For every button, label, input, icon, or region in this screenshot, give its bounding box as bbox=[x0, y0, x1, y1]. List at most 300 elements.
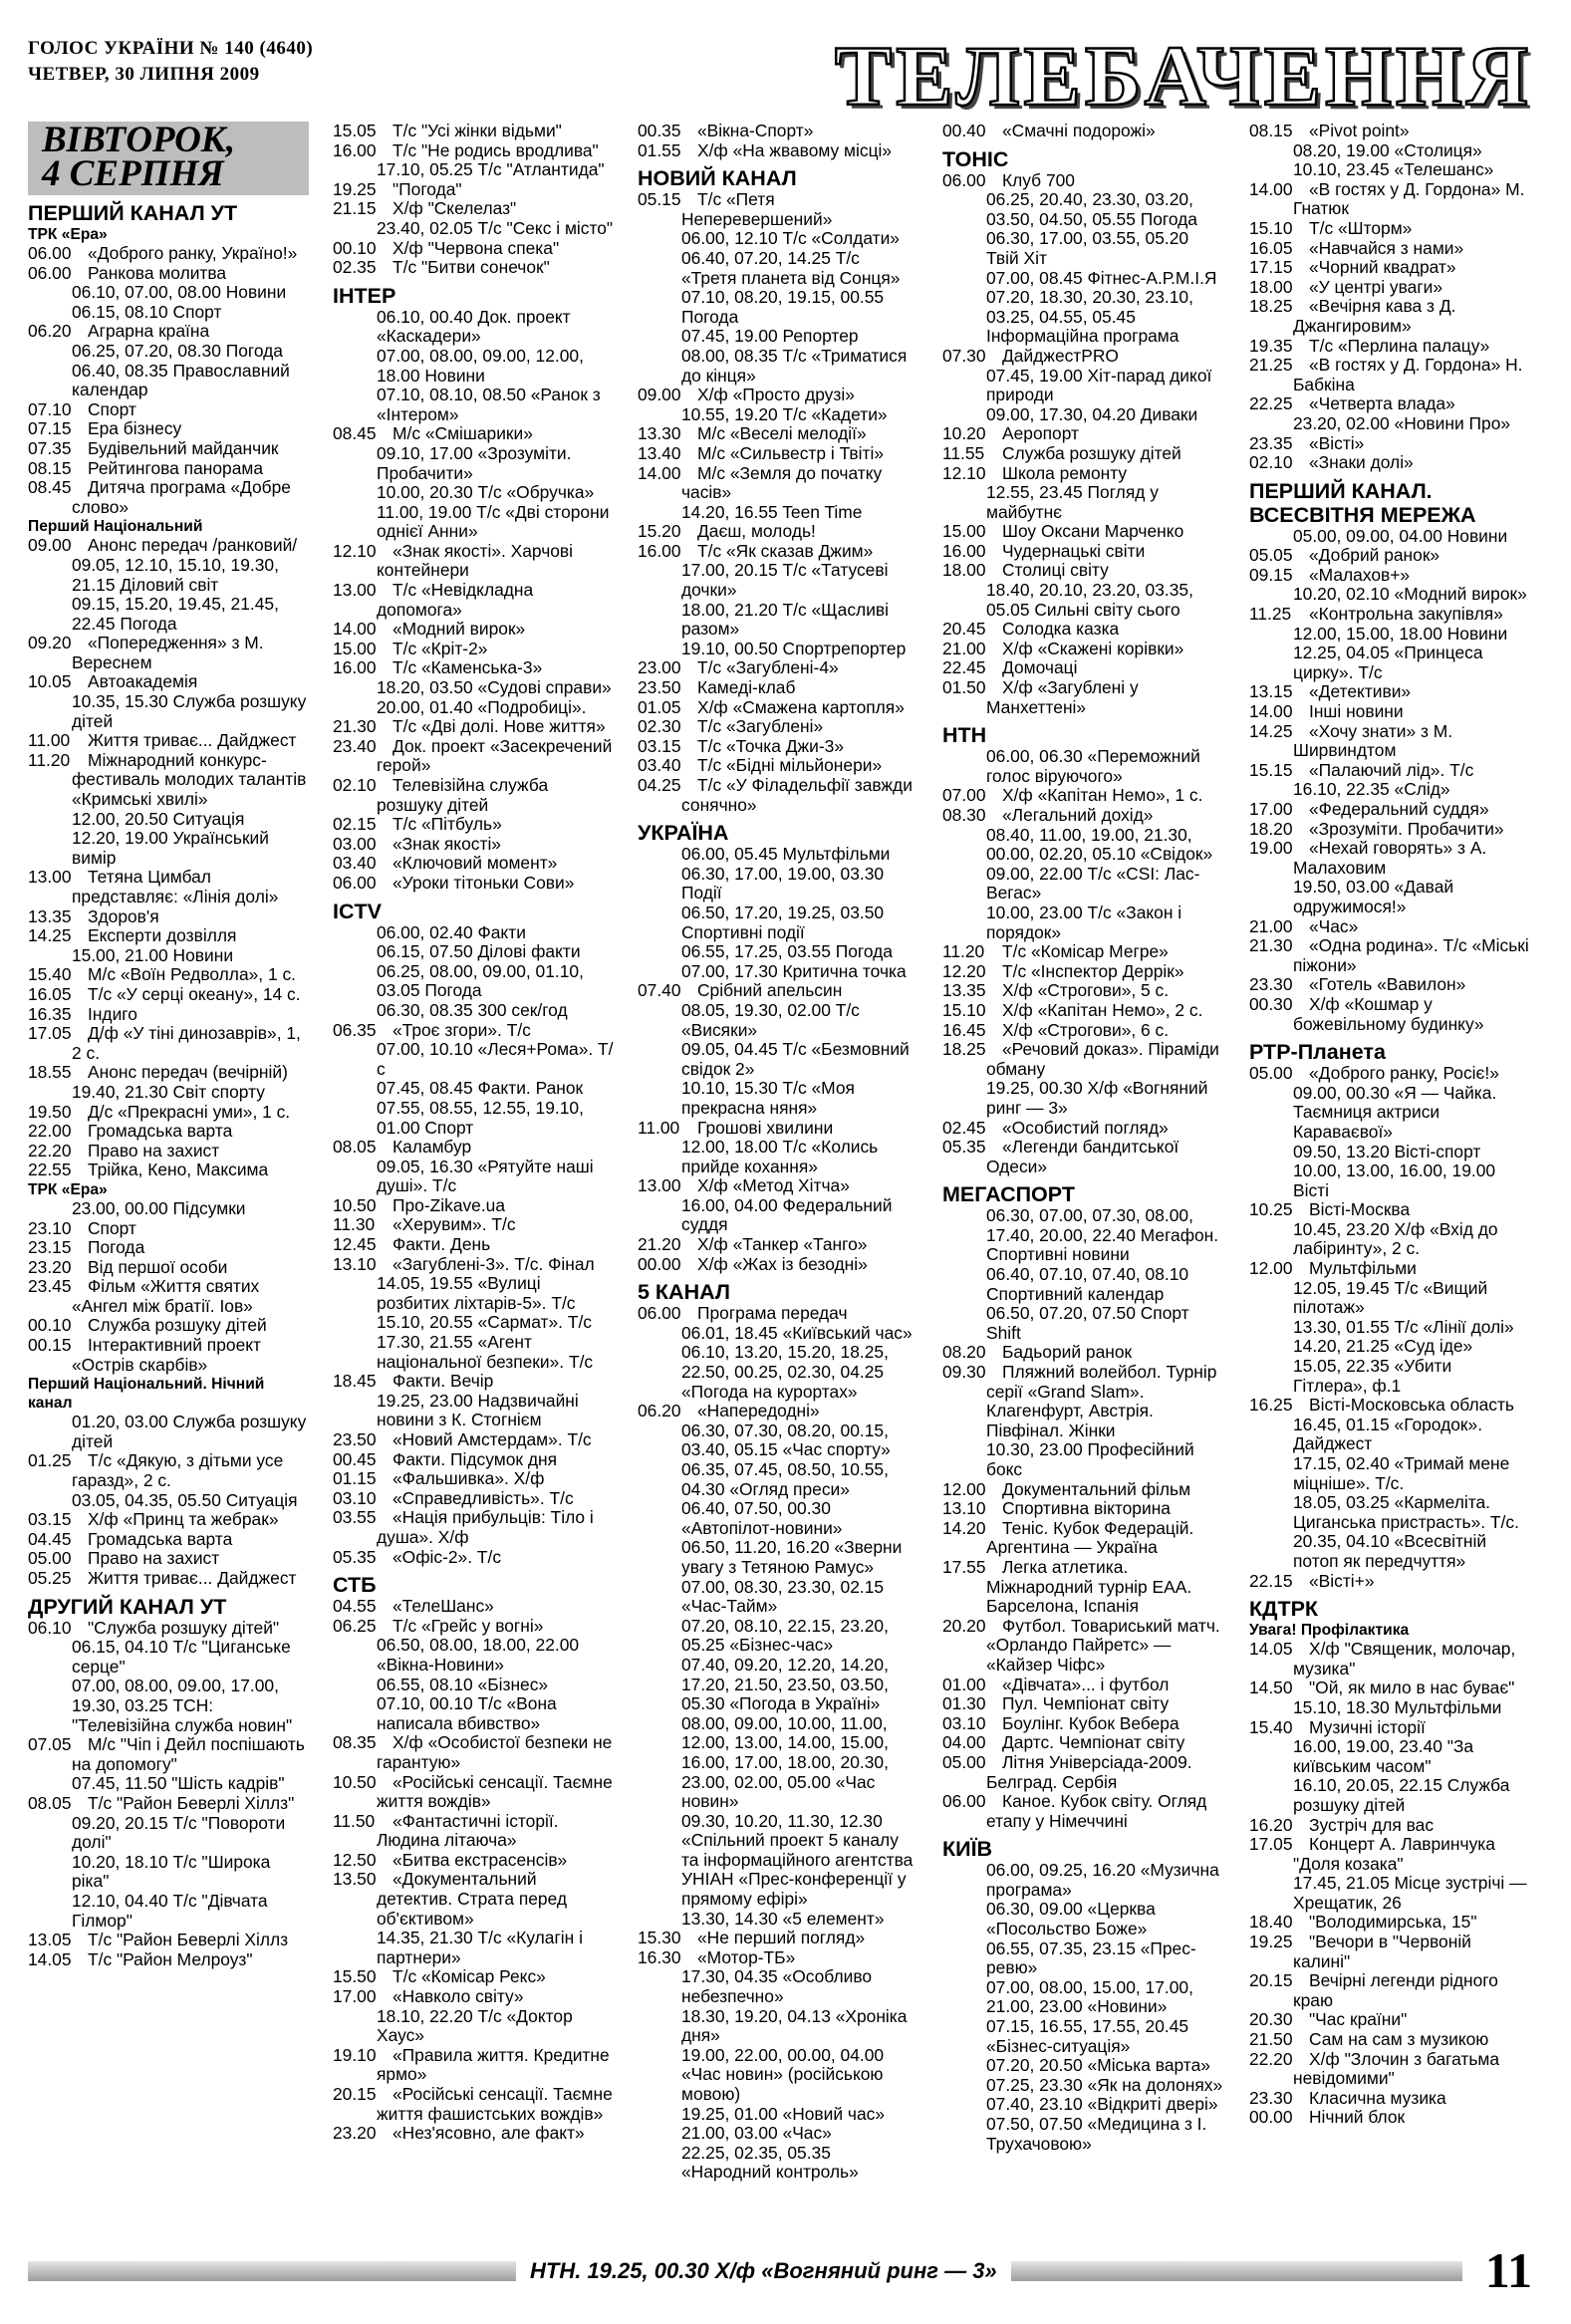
program-title: «Загублені-3». Т/с. Фінал bbox=[393, 1253, 595, 1274]
program-time: 08.05 bbox=[28, 1792, 72, 1813]
program-item bbox=[638, 1235, 918, 1255]
program-title: Х/ф «Строгови», 6 с. bbox=[1002, 1019, 1170, 1040]
program-time: 11.20 bbox=[28, 749, 71, 770]
channel-subheading: ТРК «Ера» bbox=[28, 226, 108, 243]
program-item bbox=[942, 2056, 1223, 2076]
program-title: «Знаки долі» bbox=[1309, 452, 1414, 473]
program-title: Т/с "Не родись вродлива" bbox=[393, 139, 599, 160]
program-time: 22.45 bbox=[942, 657, 986, 678]
program-title: «Хочу знати» з М. Ширвиндтом bbox=[1293, 720, 1453, 761]
program-title: Факти. Вечір bbox=[393, 1371, 494, 1392]
column-4 bbox=[942, 122, 1223, 2154]
program-line: 09.00, 22.00 Т/с «CSI: Лас-Вегас» bbox=[986, 863, 1200, 904]
column-5 bbox=[1249, 122, 1530, 2128]
program-line: 12.10, 04.40 Т/с "Дівчата Гілмор" bbox=[72, 1890, 268, 1931]
program-title: "Володимирська, 15" bbox=[1309, 1912, 1477, 1933]
program-time: 06.20 bbox=[638, 1401, 681, 1421]
program-item bbox=[942, 640, 1223, 659]
program-time: 23.00 bbox=[638, 657, 681, 678]
program-item bbox=[1249, 566, 1530, 586]
program-line: 19.50, 03.00 «Давай одружимося!» bbox=[1293, 877, 1454, 916]
program-line: 16.00, 19.00, 23.40 "За київським часом" bbox=[1293, 1736, 1474, 1776]
program-title: Дитяча програма «Добре слово» bbox=[72, 477, 291, 517]
program-item bbox=[1249, 1678, 1530, 1698]
program-line: 07.40, 23.10 «Відкриті двері» bbox=[986, 2094, 1218, 2115]
program-item bbox=[333, 1489, 614, 1509]
program-title: «Доброго ранку, Україно!» bbox=[88, 243, 298, 263]
program-line: 07.45, 19.00 Репортер bbox=[681, 326, 859, 347]
program-title: Х/ф «Жах із безодні» bbox=[697, 1253, 868, 1274]
program-time: 03.10 bbox=[942, 1712, 986, 1733]
program-line: 08.40, 11.00, 19.00, 21.30, 00.00, 02.20, 05.10 «Свідок» bbox=[986, 824, 1213, 865]
channel-name: ПЕРШИЙ КАНАЛ УТ bbox=[28, 201, 238, 225]
program-time: 11.50 bbox=[333, 1810, 376, 1831]
program-item bbox=[28, 810, 309, 830]
program-time: 04.55 bbox=[333, 1596, 377, 1617]
program-line: 19.40, 21.30 Світ спорту bbox=[72, 1081, 265, 1102]
program-time: 17.00 bbox=[1249, 799, 1293, 819]
program-item bbox=[942, 1040, 1223, 1079]
program-item bbox=[28, 907, 309, 927]
program-title: Факти. Підсумок дня bbox=[393, 1448, 557, 1469]
program-item bbox=[942, 405, 1223, 425]
program-item bbox=[1249, 1162, 1530, 1200]
program-time: 17.15 bbox=[1249, 257, 1293, 278]
program-time: 13.10 bbox=[942, 1498, 986, 1519]
program-item bbox=[942, 620, 1223, 640]
program-item bbox=[28, 1774, 309, 1794]
program-item bbox=[638, 1499, 918, 1538]
program-item bbox=[28, 751, 309, 810]
program-item bbox=[638, 1421, 918, 1460]
program-item bbox=[1249, 1454, 1530, 1493]
program-item bbox=[333, 1450, 614, 1470]
program-time: 16.05 bbox=[1249, 237, 1293, 258]
program-title: «Правила життя. Кредитне ярмо» bbox=[377, 2044, 610, 2085]
program-title: «Четверта влада» bbox=[1309, 393, 1455, 414]
program-item bbox=[28, 1510, 309, 1530]
program-item bbox=[942, 2017, 1223, 2056]
program-line: 06.15, 07.50 Ділові факти bbox=[377, 941, 581, 962]
program-time: 07.00 bbox=[942, 785, 986, 806]
program-title: «Дівчата»... і футбол bbox=[1002, 1674, 1170, 1694]
program-time: 21.25 bbox=[1249, 355, 1293, 376]
program-item bbox=[1249, 414, 1530, 434]
program-title: Чудернацькі світи bbox=[1002, 540, 1146, 561]
program-item bbox=[333, 2046, 614, 2085]
program-title: Тетяна Цимбал представляє: «Лінія долі» bbox=[72, 867, 279, 906]
program-item bbox=[28, 946, 309, 966]
program-title: Теніс. Кубок Федерацій. Аргентина — Україна bbox=[986, 1517, 1194, 1558]
program-time: 02.15 bbox=[333, 814, 377, 835]
program-item bbox=[28, 1122, 309, 1142]
program-item bbox=[28, 342, 309, 362]
program-item bbox=[1249, 527, 1530, 547]
program-time: 00.00 bbox=[1249, 2107, 1293, 2128]
program-title: «Троє згори». Т/с bbox=[393, 1019, 531, 1040]
program-item bbox=[638, 190, 918, 229]
program-title: Аграрна країна bbox=[88, 321, 210, 342]
program-line: 06.25, 07.20, 08.30 Погода bbox=[72, 340, 283, 361]
program-title: Здоров'я bbox=[88, 905, 159, 926]
program-time: 14.05 bbox=[1249, 1639, 1293, 1660]
program-time: 08.15 bbox=[1249, 121, 1293, 140]
program-title: Служба розшуку дітей bbox=[1002, 442, 1181, 463]
program-item bbox=[942, 464, 1223, 484]
program-item bbox=[28, 1931, 309, 1950]
program-item bbox=[333, 1430, 614, 1450]
program-item bbox=[28, 1083, 309, 1103]
program-item bbox=[28, 1892, 309, 1931]
program-item bbox=[942, 288, 1223, 347]
program-title: Нічний блок bbox=[1309, 2107, 1406, 2128]
program-title: Т/с «Кріт-2» bbox=[393, 638, 488, 658]
program-title: Х/ф «Строгови», 5 с. bbox=[1002, 980, 1170, 1001]
program-title: Право на захист bbox=[88, 1140, 220, 1161]
program-time: 17.00 bbox=[333, 1986, 377, 2007]
program-time: 13.30 bbox=[638, 423, 681, 444]
program-time: 23.15 bbox=[28, 1237, 72, 1258]
program-item bbox=[942, 1617, 1223, 1676]
program-item bbox=[1249, 2089, 1530, 2109]
program-item bbox=[1249, 1776, 1530, 1815]
program-title: «Напередодні» bbox=[697, 1401, 820, 1421]
program-time: 06.00 bbox=[638, 1303, 681, 1324]
program-title: Х/ф «Смажена картопля» bbox=[697, 696, 905, 717]
program-time: 01.15 bbox=[333, 1468, 377, 1489]
program-title: Т/с «Грейс у вогні» bbox=[393, 1615, 544, 1636]
program-line: 09.15, 15.20, 19.45, 21.45, 22.45 Погода bbox=[72, 594, 279, 634]
program-title: Д/ф «У тіні динозаврів», 1, 2 с. bbox=[72, 1023, 301, 1063]
program-line: 19.25, 00.30 Х/ф «Вогняний ринг — 3» bbox=[986, 1078, 1208, 1118]
program-item bbox=[1249, 682, 1530, 702]
program-line: 06.55, 17.25, 03.55 Погода bbox=[681, 941, 893, 962]
program-title: Анонс передач (вечірній) bbox=[88, 1062, 288, 1083]
program-time: 23.20 bbox=[333, 2123, 377, 2144]
program-item bbox=[28, 322, 309, 342]
program-time: 00.40 bbox=[942, 121, 986, 140]
program-title: «Документальний детектив. Страта перед об'єктивом» bbox=[377, 1869, 568, 1929]
program-time: 21.00 bbox=[942, 638, 986, 658]
program-item bbox=[333, 1617, 614, 1637]
program-time: 15.00 bbox=[333, 638, 377, 658]
program-item bbox=[28, 1005, 309, 1025]
program-time: 19.35 bbox=[1249, 335, 1293, 356]
program-time: 20.45 bbox=[942, 619, 986, 640]
program-time: 01.55 bbox=[638, 139, 681, 160]
program-line: 16.00, 04.00 Федеральний суддя bbox=[681, 1194, 893, 1235]
program-item bbox=[638, 1910, 918, 1930]
program-item bbox=[1249, 1640, 1530, 1678]
program-time: 15.30 bbox=[638, 1928, 681, 1948]
issue-date: ЧЕТВЕР, 30 ЛИПНЯ 2009 bbox=[28, 64, 260, 85]
program-title: «Фантастичні історії. Людина літаючa» bbox=[377, 1810, 559, 1851]
program-line: 06.00, 06.30 «Переможний голос віруючого» bbox=[986, 746, 1200, 786]
program-item bbox=[28, 1619, 309, 1639]
program-item bbox=[333, 640, 614, 659]
column-4-items bbox=[942, 122, 1223, 2154]
masthead-issue bbox=[28, 36, 313, 88]
program-item bbox=[942, 581, 1223, 620]
program-item bbox=[1249, 722, 1530, 761]
program-time: 02.30 bbox=[638, 716, 681, 737]
program-item bbox=[1249, 820, 1530, 840]
program-item bbox=[28, 595, 309, 634]
program-line: 14.35, 21.30 Т/с «Кулагін і партнери» bbox=[377, 1928, 583, 1967]
program-item bbox=[638, 737, 918, 757]
program-time: 11.55 bbox=[942, 442, 985, 463]
program-time: 23.35 bbox=[1249, 432, 1293, 453]
program-line: 09.50, 13.20 Вісті-спорт bbox=[1293, 1141, 1481, 1162]
program-line: 10.00, 13.00, 16.00, 19.00 Вісті bbox=[1293, 1161, 1496, 1200]
program-time: 15.50 bbox=[333, 1966, 377, 1987]
program-item bbox=[1249, 2050, 1530, 2089]
program-time: 03.40 bbox=[333, 853, 377, 874]
program-time: 01.00 bbox=[942, 1674, 986, 1694]
program-title: «Російські сенсації. Таємне життя вождів» bbox=[377, 1771, 613, 1812]
program-item bbox=[333, 2007, 614, 2046]
program-item bbox=[333, 1040, 614, 1079]
program-line: 09.30, 10.20, 11.30, 12.30 «Спільний проект 5 каналу та інформаційного агентства УНІАН «Прес-конференції у прямому ефірі» bbox=[681, 1810, 914, 1910]
program-line: 15.00, 21.00 Новини bbox=[72, 944, 234, 965]
program-time: 15.10 bbox=[1249, 217, 1293, 238]
column-1-items bbox=[28, 201, 309, 1969]
program-time: 04.25 bbox=[638, 775, 681, 795]
program-time: 14.00 bbox=[1249, 178, 1293, 199]
program-line: 07.20, 18.30, 20.30, 23.10, 03.25, 04.55, 05.45 Інформаційна програма bbox=[986, 287, 1193, 347]
program-item bbox=[333, 1694, 614, 1733]
program-time: 10.50 bbox=[333, 1194, 377, 1215]
program-line: 14.20, 16.55 Teen Time bbox=[681, 501, 863, 522]
program-time: 07.30 bbox=[942, 345, 986, 366]
program-item bbox=[942, 1499, 1223, 1519]
program-item bbox=[333, 1733, 614, 1772]
program-time: 12.50 bbox=[333, 1849, 377, 1870]
program-item bbox=[942, 1558, 1223, 1617]
program-title: Т/с "Район Беверлі Хіллз" bbox=[88, 1792, 295, 1813]
program-item bbox=[638, 942, 918, 962]
program-item bbox=[942, 1519, 1223, 1558]
program-time: 01.30 bbox=[942, 1693, 986, 1714]
program-item bbox=[1249, 2108, 1530, 2128]
program-title: «Чорний квадрат» bbox=[1309, 257, 1456, 278]
program-item bbox=[28, 303, 309, 323]
program-time: 15.00 bbox=[942, 521, 986, 542]
program-time: 09.15 bbox=[1249, 564, 1293, 585]
program-item bbox=[638, 678, 918, 698]
program-title: Т/с «Петя Неперевершений» bbox=[681, 189, 833, 229]
program-line: 17.30, 21.55 «Агент національної безпеки». Т/с bbox=[377, 1332, 594, 1372]
program-item bbox=[942, 747, 1223, 786]
program-item bbox=[333, 1987, 614, 2007]
program-item bbox=[638, 2007, 918, 2046]
program-item bbox=[638, 865, 918, 904]
program-item bbox=[638, 1001, 918, 1040]
program-item bbox=[638, 522, 918, 542]
program-title: Автоакадемія bbox=[88, 671, 198, 692]
program-line: 05.00, 09.00, 04.00 Новини bbox=[1293, 525, 1508, 546]
program-line: 06.10, 00.40 Док. проект «Каскадери» bbox=[377, 306, 571, 347]
program-time: 21.15 bbox=[333, 198, 377, 219]
program-time: 11.20 bbox=[942, 941, 985, 962]
program-item bbox=[333, 424, 614, 444]
program-item bbox=[28, 1063, 309, 1083]
program-item bbox=[638, 1255, 918, 1275]
program-item bbox=[333, 815, 614, 835]
program-item bbox=[28, 1735, 309, 1774]
program-time: 12.00 bbox=[942, 1478, 986, 1499]
program-title: Каламбур bbox=[393, 1137, 472, 1158]
program-time: 21.20 bbox=[638, 1234, 681, 1255]
program-title: Спорт bbox=[88, 1217, 136, 1238]
program-line: 22.25, 02.35, 05.35 «Народний контроль» bbox=[681, 2142, 859, 2183]
program-title: Міжнародний конкурс-фестиваль молодих талантів «Кримські хвилі» bbox=[72, 749, 307, 810]
program-time: 14.00 bbox=[333, 619, 377, 640]
program-title: Т/с «Як сказав Джим» bbox=[697, 540, 874, 561]
program-time: 12.00 bbox=[1249, 1258, 1293, 1279]
program-item bbox=[942, 826, 1223, 865]
program-item bbox=[942, 367, 1223, 405]
program-line: 07.00, 10.10 «Леся+Рома». Т/с bbox=[377, 1039, 614, 1079]
program-title: Експерти дозвілля bbox=[88, 925, 237, 946]
program-item bbox=[942, 1001, 1223, 1021]
program-item bbox=[942, 1206, 1223, 1265]
program-title: Х/ф «Капітан Немо», 2 с. bbox=[1002, 999, 1203, 1020]
program-time: 08.45 bbox=[333, 423, 377, 444]
program-item bbox=[333, 2085, 614, 2124]
program-item bbox=[333, 1235, 614, 1255]
program-line: 10.20, 02.10 «Модний вирок» bbox=[1293, 584, 1527, 605]
program-time: 17.55 bbox=[942, 1556, 986, 1577]
program-item bbox=[638, 424, 918, 444]
program-time: 08.05 bbox=[333, 1137, 377, 1158]
channel-name: ДРУГИЙ КАНАЛ УТ bbox=[28, 1594, 227, 1619]
program-item bbox=[942, 1343, 1223, 1363]
program-item bbox=[942, 1480, 1223, 1500]
program-title: Грошові хвилини bbox=[697, 1117, 834, 1138]
program-title: «Зрозуміти. Пробачити» bbox=[1309, 818, 1504, 839]
program-time: 10.25 bbox=[1249, 1199, 1293, 1220]
channel-name: КИЇВ bbox=[942, 1837, 993, 1862]
program-time: 02.10 bbox=[1249, 452, 1293, 473]
program-line: 12.25, 04.05 «Принцеса цирку». Т/с bbox=[1293, 643, 1483, 682]
program-item bbox=[942, 1079, 1223, 1118]
program-time: 18.20 bbox=[1249, 818, 1293, 839]
program-time: 13.35 bbox=[28, 905, 72, 926]
program-title: Х/ф «Кошмар у божевільному будинку» bbox=[1293, 993, 1484, 1034]
program-item bbox=[942, 1714, 1223, 1734]
program-time: 11.25 bbox=[1249, 604, 1292, 625]
program-time: 14.00 bbox=[638, 462, 681, 483]
program-title: «Нез'ясовно, але факт» bbox=[393, 2123, 585, 2144]
program-item bbox=[638, 1967, 918, 2006]
program-title: «Смачні подорожі» bbox=[1002, 121, 1156, 140]
program-item bbox=[1249, 219, 1530, 239]
program-item bbox=[1249, 1835, 1530, 1874]
program-item bbox=[1249, 1318, 1530, 1338]
program-time: 22.55 bbox=[28, 1160, 72, 1180]
program-line: 06.25, 08.00, 09.00, 01.10, 03.05 Погода bbox=[377, 960, 584, 1001]
program-item bbox=[638, 1343, 918, 1402]
program-item bbox=[333, 122, 614, 141]
program-item bbox=[942, 444, 1223, 464]
program-title: Сам на сам з музикою bbox=[1309, 2029, 1489, 2050]
program-item bbox=[942, 1792, 1223, 1831]
program-title: Т/с «Перлина палацу» bbox=[1309, 335, 1490, 356]
program-time: 12.10 bbox=[942, 462, 986, 483]
program-title: Літня Універсіада-2009. Белград. Сербія bbox=[986, 1751, 1192, 1792]
program-line: 15.10, 18.30 Мультфільми bbox=[1293, 1696, 1502, 1717]
program-time: 02.45 bbox=[942, 1117, 986, 1138]
program-title: Зустріч для вас bbox=[1309, 1814, 1435, 1835]
program-time: 00.15 bbox=[28, 1335, 72, 1356]
program-item bbox=[638, 776, 918, 815]
program-line: 12.00, 15.00, 18.00 Новини bbox=[1293, 623, 1508, 644]
program-line: 06.55, 07.35, 23.15 «Прес-ревю» bbox=[986, 1937, 1196, 1978]
channel-name: ТОНІС bbox=[942, 146, 1009, 171]
program-item bbox=[1249, 1718, 1530, 1738]
program-title: «Нація прибульців: Тіло і душа». Х/ф bbox=[377, 1507, 594, 1547]
program-item bbox=[638, 386, 918, 405]
program-time: 21.30 bbox=[1249, 935, 1293, 956]
program-time: 06.10 bbox=[28, 1617, 72, 1638]
program-item bbox=[28, 536, 309, 556]
program-item bbox=[638, 1079, 918, 1118]
program-title: Т/с «Пітбуль» bbox=[393, 814, 502, 835]
program-item bbox=[333, 1676, 614, 1695]
channel-name: КДТРК bbox=[1249, 1597, 1319, 1622]
program-line: 06.01, 18.45 «Київський час» bbox=[681, 1322, 913, 1343]
program-item bbox=[333, 658, 614, 678]
program-item bbox=[942, 483, 1223, 522]
channel-name: МЕГАСПОРТ bbox=[942, 1182, 1075, 1207]
program-title: «Вісті» bbox=[1309, 432, 1365, 453]
program-item bbox=[333, 347, 614, 386]
program-item bbox=[333, 835, 614, 855]
program-time: 12.10 bbox=[333, 540, 377, 561]
program-time: 13.10 bbox=[333, 1253, 377, 1274]
program-title: Т/с «Бідні мільйонери» bbox=[697, 755, 883, 776]
program-item bbox=[333, 581, 614, 620]
channel-name: ПЕРШИЙ КАНАЛ. ВСЕСВІТНЯ МЕРЕЖА bbox=[1249, 478, 1476, 527]
program-title: М/с «Смішарики» bbox=[393, 423, 533, 444]
program-title: Х/ф «Просто друзі» bbox=[697, 385, 855, 405]
program-item bbox=[942, 806, 1223, 826]
program-item bbox=[638, 1929, 918, 1948]
program-title: «Легенди бандитської Одеси» bbox=[986, 1137, 1179, 1176]
program-time: 15.05 bbox=[333, 121, 377, 140]
program-time: 23.50 bbox=[638, 677, 681, 698]
program-title: Інші новини bbox=[1309, 701, 1404, 722]
program-line: 07.10, 00.10 Т/с «Вона написала вбивство» bbox=[377, 1693, 557, 1733]
program-line: 13.30, 01.55 Т/с «Лінії долі» bbox=[1293, 1316, 1514, 1337]
tv-listings bbox=[28, 122, 1532, 2241]
program-item bbox=[942, 347, 1223, 367]
program-title: Музичні історії bbox=[1309, 1716, 1426, 1737]
program-title: Пляжний волейбол. Турнір серії «Grand Slam». Клагенфурт, Австрія. Півфінал. Жінки bbox=[986, 1362, 1217, 1440]
program-item bbox=[1249, 585, 1530, 605]
program-item bbox=[638, 756, 918, 776]
program-item bbox=[942, 1440, 1223, 1479]
program-item bbox=[28, 362, 309, 400]
channel-name: РТР-Планета bbox=[1249, 1040, 1386, 1065]
program-item bbox=[638, 347, 918, 386]
program-line: 06.10, 07.00, 08.00 Новини bbox=[72, 282, 287, 303]
program-line: 07.25, 23.30 «Як на долонях» bbox=[986, 2074, 1223, 2095]
program-title: Т/с «У серці океану», 14 с. bbox=[88, 983, 301, 1004]
program-time: 18.25 bbox=[1249, 296, 1293, 317]
program-item bbox=[333, 1372, 614, 1392]
